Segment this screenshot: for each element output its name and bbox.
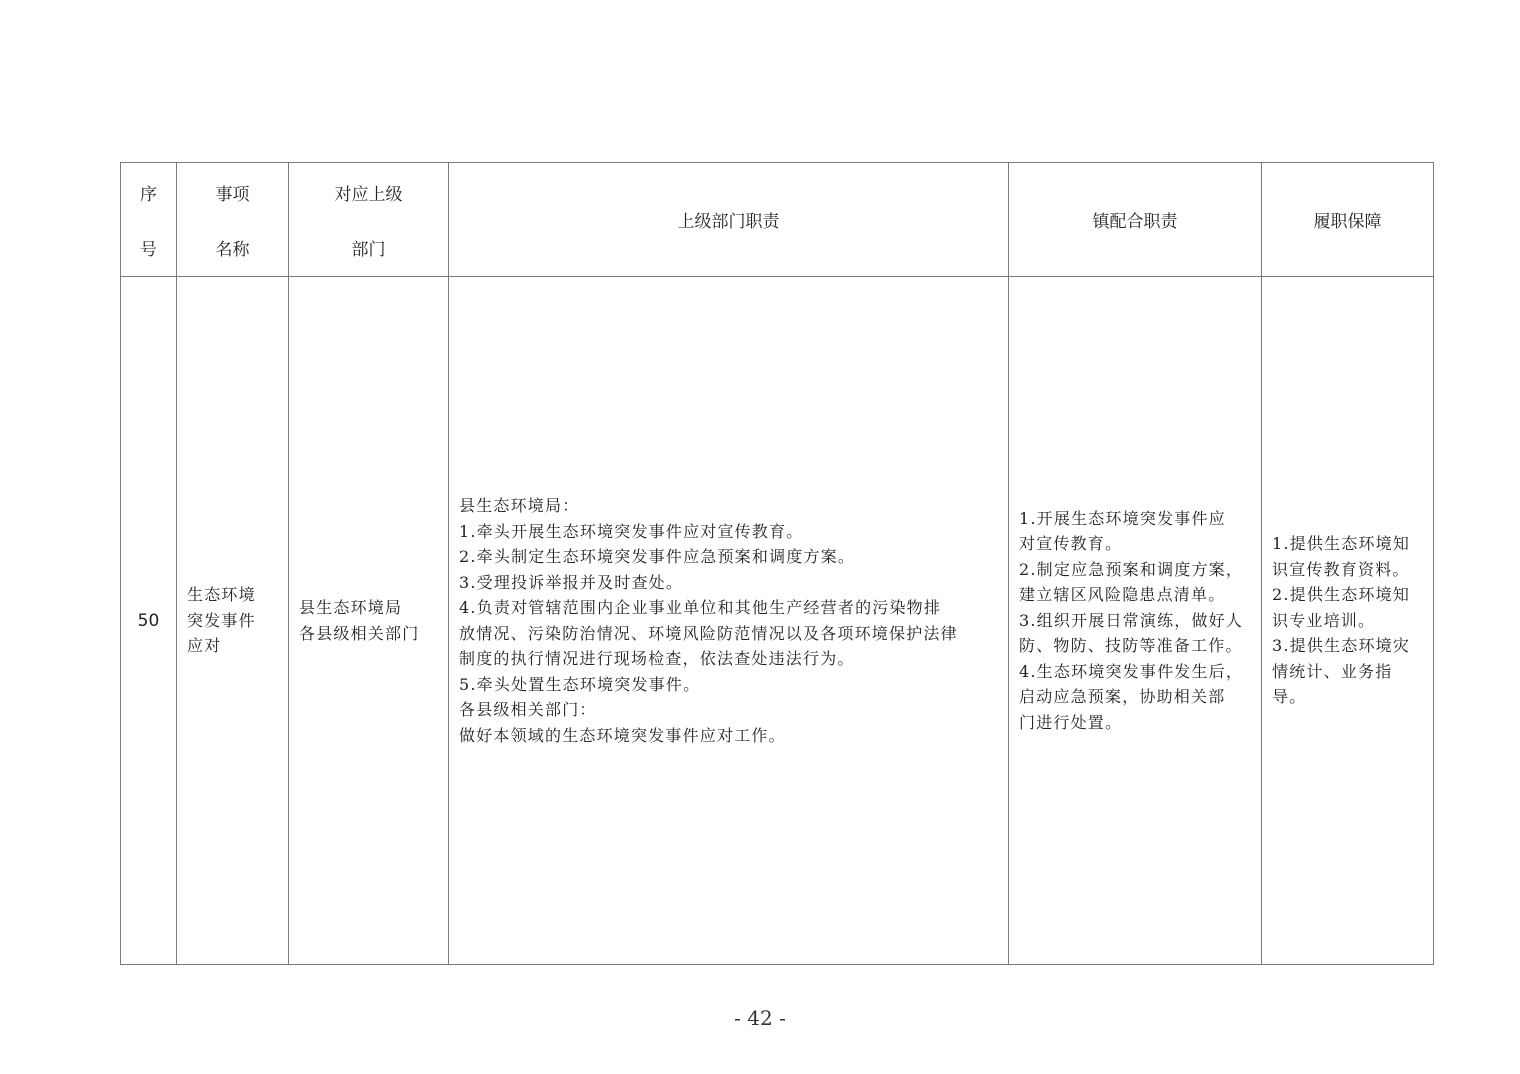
text-line: 建立辖区风险隐患点清单。	[1019, 585, 1226, 605]
text-line: 各县级相关部门：	[459, 700, 597, 719]
text-line: 情统计、业务指导。	[1272, 661, 1393, 707]
text-line: 启动应急预案，协助相关部	[1019, 687, 1226, 707]
text-line: 1.提供生态环境知	[1272, 534, 1411, 554]
header-item-top: 事项	[215, 184, 250, 205]
text-line: 识专业培训。	[1272, 610, 1376, 630]
header-row	[121, 163, 1434, 277]
header-guarantee: 履职保障	[1262, 163, 1434, 277]
header-upper-duty: 上级部门职责	[449, 163, 1009, 277]
text-line: 放情况、污染防治情况、环境风险防范情况以及各项环境保护法律	[459, 623, 958, 643]
row-upper-duty	[449, 277, 1009, 965]
text-line: 3.提供生态环境灾	[1272, 636, 1411, 656]
row-town-duty-text	[1009, 506, 1261, 736]
text-line: 县生态环境局：	[459, 496, 580, 515]
header-item	[177, 163, 289, 277]
header-dept-top: 对应上级	[334, 184, 403, 205]
header-item-bottom: 名称	[215, 239, 250, 260]
header-dept-bottom: 部门	[351, 239, 386, 260]
text-line: 应对	[187, 636, 222, 656]
header-town-duty: 镇配合职责	[1009, 163, 1262, 277]
header-dept	[289, 163, 449, 277]
text-line: 门进行处置。	[1019, 712, 1123, 732]
table-row	[121, 277, 1434, 965]
header-seq	[121, 163, 177, 277]
text-line: 4.负责对管辖范围内企业事业单位和其他生产经营者的污染物排	[459, 598, 942, 617]
row-guarantee-text	[1262, 531, 1433, 710]
row-upper-duty-text	[449, 493, 1008, 748]
text-line: 突发事件	[187, 610, 256, 630]
row-dept	[289, 277, 449, 965]
text-line: 制度的执行情况进行现场检查，依法查处违法行为。	[459, 649, 855, 668]
row-item	[177, 277, 289, 965]
row-dept-text	[289, 595, 448, 646]
row-item-text	[177, 582, 288, 659]
text-line: 识宣传教育资料。	[1272, 559, 1410, 579]
text-line: 各县级相关部门	[299, 623, 420, 643]
text-line: 1.开展生态环境突发事件应	[1019, 508, 1226, 528]
row-town-duty	[1009, 277, 1262, 965]
text-line: 对宣传教育。	[1019, 534, 1123, 554]
text-line: 5.牵头处置生态环境突发事件。	[459, 674, 701, 694]
duty-table	[120, 162, 1434, 965]
text-line: 3.受理投诉举报并及时查处。	[459, 572, 684, 592]
text-line: 做好本领域的生态环境突发事件应对工作。	[459, 725, 786, 745]
page-number: - 42 -	[734, 1006, 786, 1030]
text-line: 4.生态环境突发事件发生后，	[1019, 661, 1244, 681]
text-line: 防、物防、技防等准备工作。	[1019, 636, 1243, 656]
text-line: 生态环境	[187, 585, 256, 605]
text-line: 2.制定应急预案和调度方案，	[1019, 559, 1244, 579]
text-line: 县生态环境局	[299, 598, 403, 617]
header-seq-top: 序	[140, 184, 157, 205]
row-seq: 50	[121, 277, 177, 965]
header-seq-bottom: 号	[140, 239, 157, 260]
text-line: 1.牵头开展生态环境突发事件应对宣传教育。	[459, 521, 804, 541]
text-line: 2.牵头制定生态环境突发事件应急预案和调度方案。	[459, 547, 856, 566]
text-line: 3.组织开展日常演练，做好人	[1019, 610, 1244, 630]
row-guarantee	[1262, 277, 1434, 965]
text-line: 2.提供生态环境知	[1272, 585, 1411, 605]
